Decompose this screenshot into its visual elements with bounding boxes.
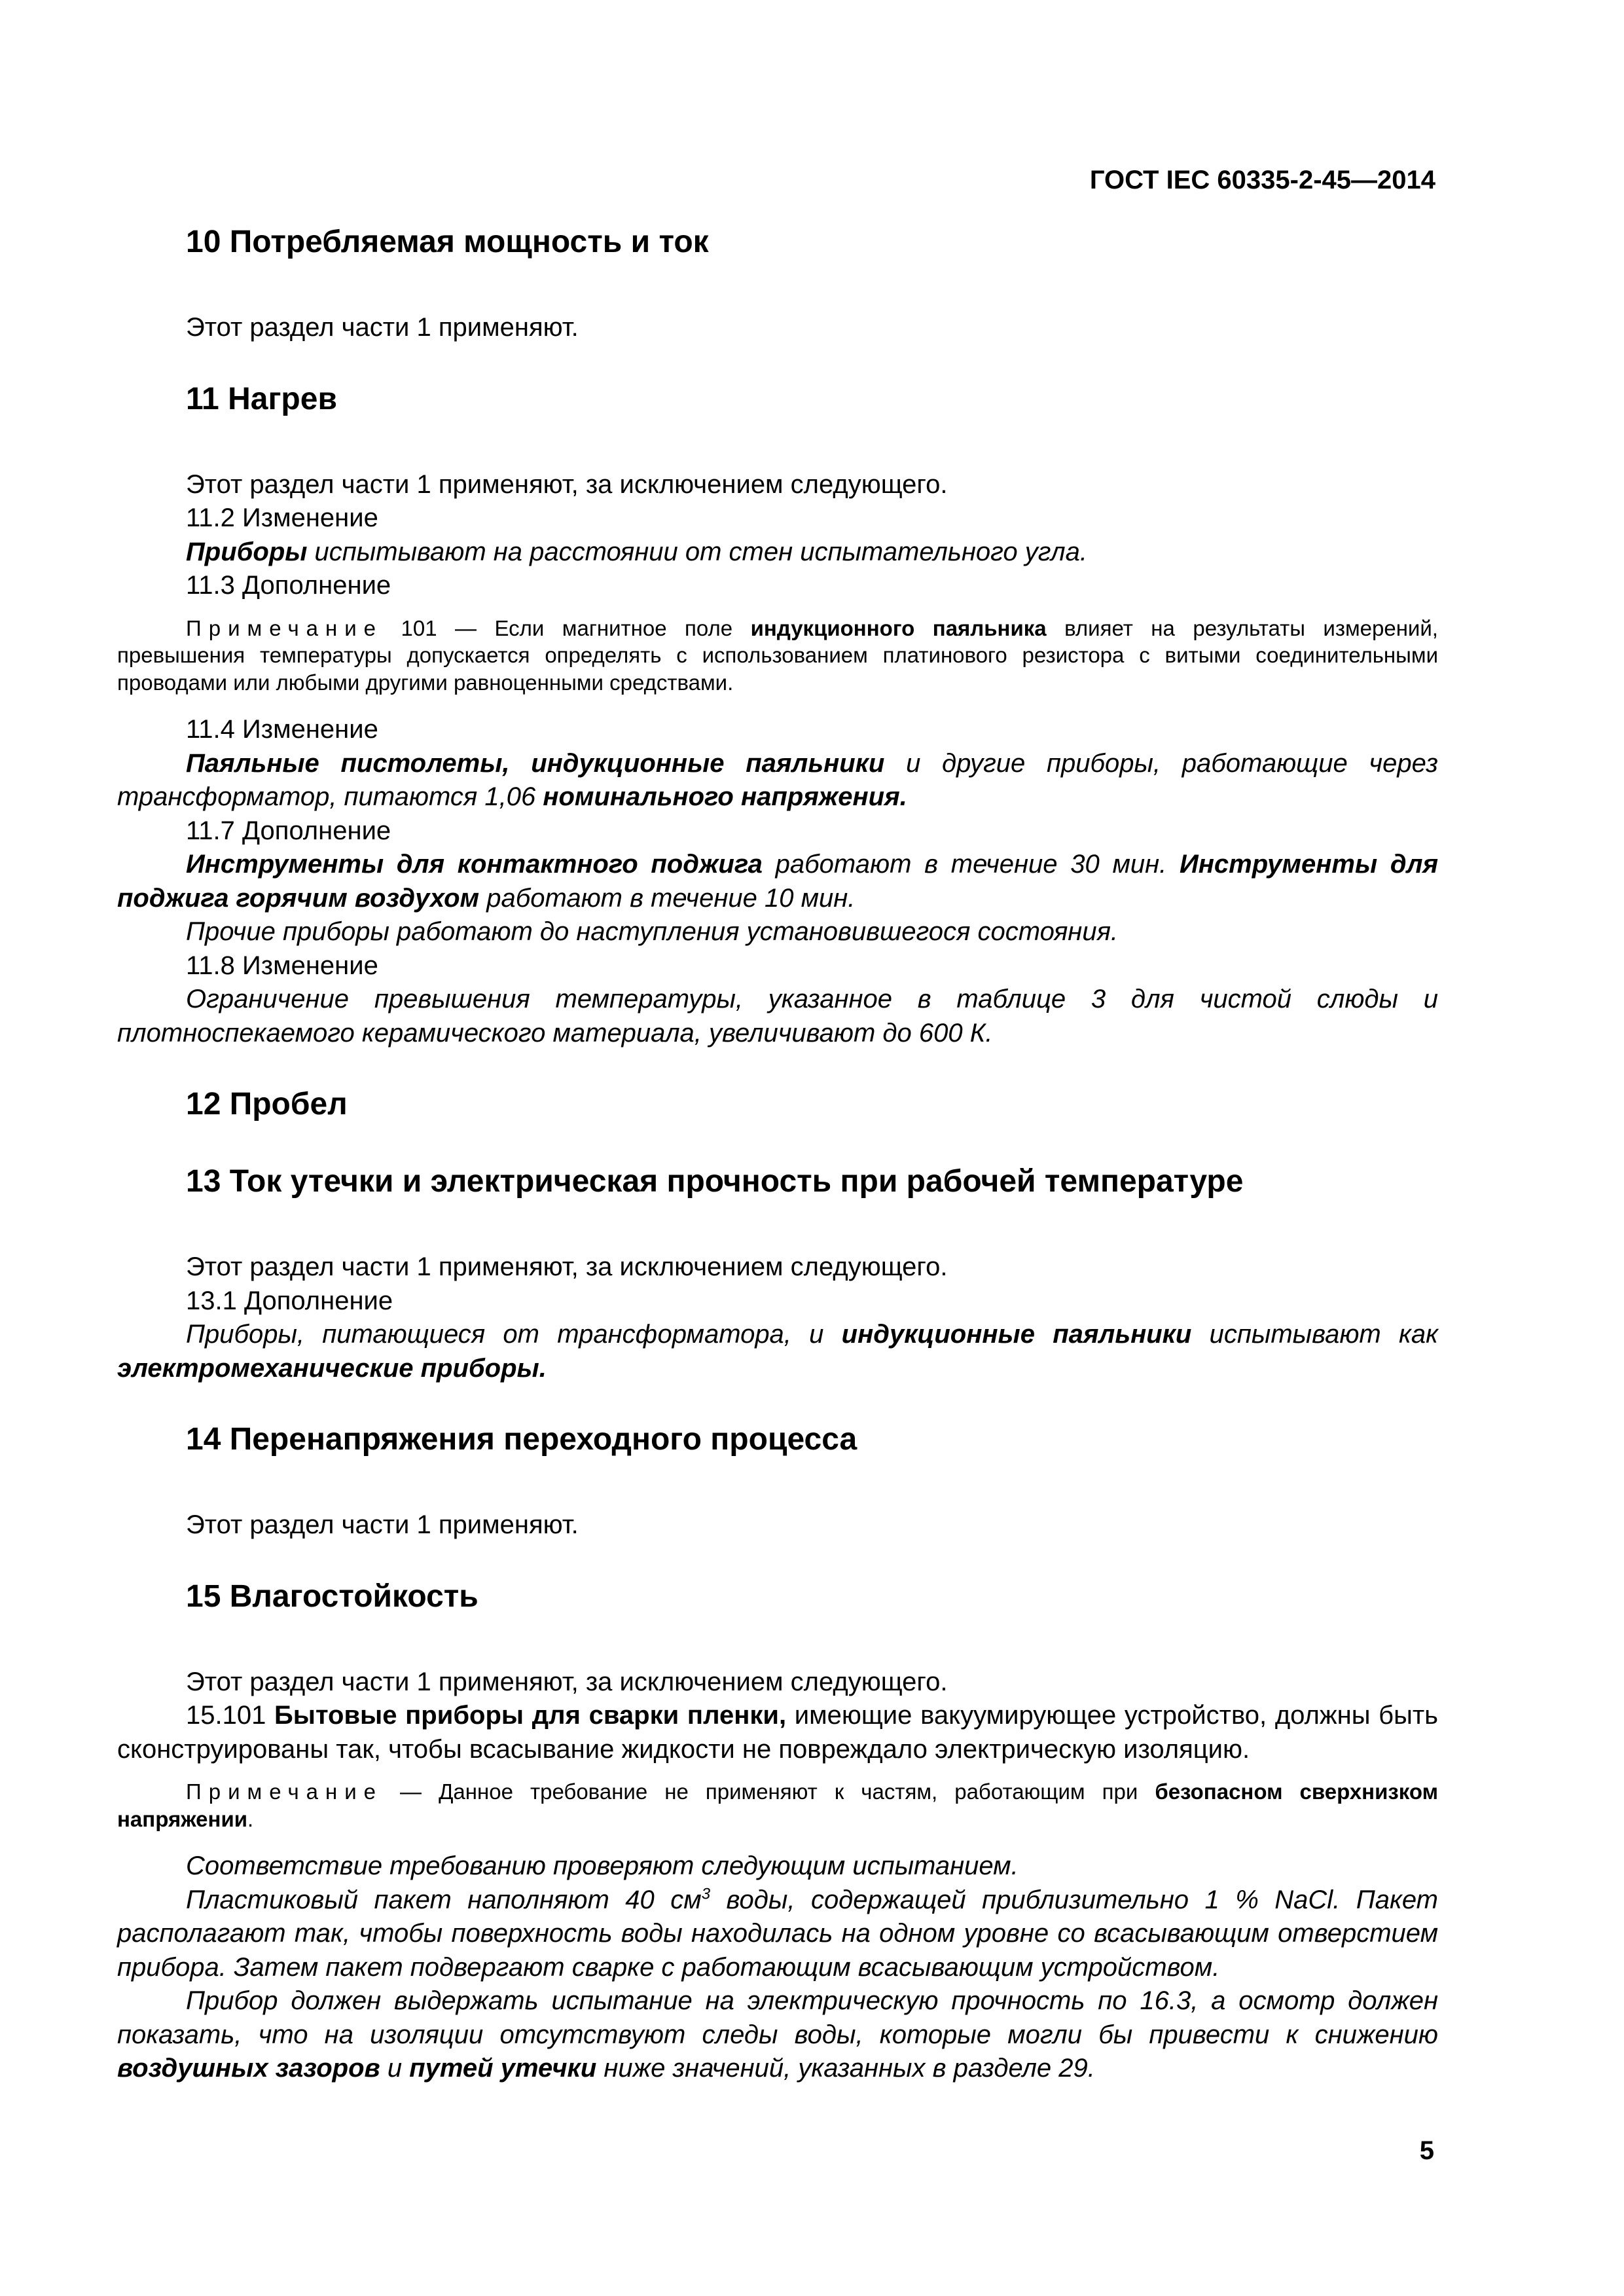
clause-11-4-text <box>117 747 1438 814</box>
term: Инструменты для контактного поджига <box>186 850 763 879</box>
clause-15-101-text <box>117 1699 1438 1766</box>
document-code: ГОСТ IEC 60335-2-45—2014 <box>1089 166 1435 194</box>
term: Паяльные пистолеты, индукционные паяльники <box>186 748 885 778</box>
section-15-intro: Этот раздел части 1 применяют, за исключением следующего. <box>186 1667 948 1696</box>
clause-11-4-title: 11.4 Изменение <box>186 715 378 744</box>
text: Приборы, питающиеся от трансформатора, и <box>186 1320 842 1349</box>
text: ниже значений, указанных в разделе 29. <box>596 2054 1095 2083</box>
section-10-text: Этот раздел части 1 применяют. <box>186 313 579 342</box>
section-11-intro: Этот раздел части 1 применяют, за исключением следующего. <box>186 469 948 499</box>
compliance-text: Соответствие требованию проверяют следующим испытанием. <box>186 1851 1019 1880</box>
term: индукционного паяльника <box>750 615 1047 640</box>
text: Пластиковый пакет наполняют 40 см <box>186 1885 702 1914</box>
page-number: 5 <box>1419 2136 1434 2165</box>
section-15-heading: 15 Влагостойкость <box>186 1578 478 1614</box>
text: воды, содержащей приблизительно 1 % NaCl. Пакет располагают так, чтобы поверхность воды находилась на одном уровне со всасывающим отверстием прибора. Затем пакет подвергают сварке с работающим всасывающим устройством. <box>117 1885 1438 1982</box>
text: испытывают на расстоянии от стен испытательного угла. <box>307 537 1087 566</box>
section-10-heading: 10 Потребляемая мощность и ток <box>186 225 709 259</box>
clause-11-3-title: 11.3 Дополнение <box>186 571 391 600</box>
section-11-heading: 11 Нагрев <box>186 381 337 416</box>
term: Инструменты для поджига горячим воздухом <box>117 850 1439 913</box>
term: индукционные паяльники <box>841 1320 1192 1349</box>
section-13-intro: Этот раздел части 1 применяют, за исключением следующего. <box>186 1252 948 1281</box>
test-result-text <box>117 1984 1438 2086</box>
text: 101 — Если магнитное поле <box>383 615 751 640</box>
text: влияет на результаты измерений, превышения температуры допускается определять с использованием платинового резистора с витыми соединительными проводами или любыми другими равноценными средствами. <box>117 615 1438 695</box>
text: работают в течение 30 мин. <box>762 850 1180 879</box>
note-label: Примечание <box>186 615 384 640</box>
clause-11-8-text: Ограничение превышения температуры, указанное в таблице 3 для чистой слюды и плотноспекаемого керамического материала, увеличивают до 600 К. <box>117 985 1438 1048</box>
term: Бытовые приборы для сварки пленки, <box>274 1701 787 1730</box>
term: номинального напряжения. <box>543 782 907 811</box>
clause-11-7-title: 11.7 Дополнение <box>186 816 391 845</box>
text: имеющие вакуумирующее устройство, должны быть сконструированы так, чтобы всасывание жидкости не повреждало электрическую изоляцию. <box>117 1701 1438 1764</box>
text: и другие приборы, работающие через трансформатор, питаются 1,06 <box>117 748 1439 811</box>
text: . <box>247 1806 254 1831</box>
note-label: Примечание <box>186 1779 384 1804</box>
text: — Данное требование не применяют к частям, работающим при <box>383 1779 1155 1804</box>
clause-11-2-text <box>117 536 1438 570</box>
section-14-text: Этот раздел части 1 применяют. <box>186 1510 579 1539</box>
term: Приборы <box>186 537 308 566</box>
text: Прибор должен выдержать испытание на электрическую прочность по 16.3, а осмотр должен показать, что на изоляции отсутствуют следы воды, которые могли бы привести к снижению <box>117 1986 1438 2049</box>
term: воздушных зазоров <box>117 2054 380 2083</box>
text: 15.101 <box>186 1701 275 1730</box>
clause-11-8-title: 11.8 Изменение <box>186 951 378 980</box>
text: и <box>380 2054 410 2083</box>
test-procedure-text <box>117 1884 1438 1985</box>
section-13-heading: 13 Ток утечки и электрическая прочность при рабочей температуре <box>186 1164 1244 1199</box>
text: работают в течение 10 мин. <box>479 883 856 913</box>
term: безопасном сверхнизком напряжении <box>117 1779 1438 1831</box>
section-12-heading: 12 Пробел <box>186 1087 348 1121</box>
term: электромеханические приборы. <box>117 1353 547 1383</box>
section-14-heading: 14 Перенапряжения переходного процесса <box>186 1422 857 1457</box>
clause-11-7-text <box>117 848 1438 915</box>
term: путей утечки <box>409 2054 597 2083</box>
clause-13-1-text <box>117 1318 1438 1385</box>
clause-13-1-title: 13.1 Дополнение <box>186 1286 393 1315</box>
text: испытывают как <box>1191 1320 1438 1349</box>
note-15 <box>117 1778 1438 1832</box>
note-101 <box>117 615 1438 697</box>
superscript: 3 <box>701 1885 711 1903</box>
clause-11-7-text-2: Прочие приборы работают до наступления установившегося состояния. <box>186 917 1119 946</box>
page-content <box>117 219 1438 2086</box>
clause-11-2-title: 11.2 Изменение <box>186 503 378 532</box>
